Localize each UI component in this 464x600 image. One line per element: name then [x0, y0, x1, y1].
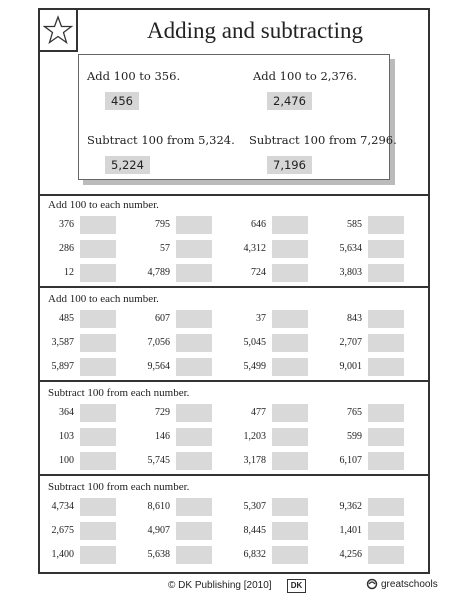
exercise-row: [40, 428, 428, 448]
problem-number: 4,312: [243, 243, 266, 254]
example-answer: 5,224: [105, 156, 150, 174]
example-answer: 456: [105, 92, 139, 110]
star-icon: [43, 15, 73, 45]
example-1: [87, 69, 180, 110]
answer-box[interactable]: [272, 498, 308, 516]
section-title: Add 100 to each number.: [48, 199, 159, 211]
example-answer: 7,196: [267, 156, 312, 174]
problem-number: 585: [347, 219, 362, 230]
answer-box[interactable]: [272, 404, 308, 422]
example-2: [253, 69, 357, 110]
problem-number: 5,045: [243, 337, 266, 348]
problem-number: 5,634: [339, 243, 362, 254]
exercise-row: [40, 452, 428, 472]
answer-box[interactable]: [80, 264, 116, 282]
problem-number: 646: [251, 219, 266, 230]
exercise-row: [40, 498, 428, 518]
example-4: [249, 133, 397, 174]
section-title: Add 100 to each number.: [48, 293, 159, 305]
worksheet-header: [40, 10, 428, 196]
problem-number: 6,832: [243, 549, 266, 560]
problem-number: 376: [59, 219, 74, 230]
copyright-text: © DK Publishing [2010]: [168, 580, 272, 591]
answer-box[interactable]: [368, 358, 404, 376]
page-footer: [0, 576, 464, 596]
answer-box[interactable]: [80, 404, 116, 422]
problem-number: 3,803: [339, 267, 362, 278]
problem-number: 37: [256, 313, 266, 324]
section-title: Subtract 100 from each number.: [48, 481, 190, 493]
problem-number: 364: [59, 407, 74, 418]
example-answer: 2,476: [267, 92, 312, 110]
page-title: Adding and subtracting: [147, 18, 363, 43]
answer-box[interactable]: [176, 498, 212, 516]
answer-box[interactable]: [272, 216, 308, 234]
exercise-row: [40, 310, 428, 330]
problem-number: 5,307: [243, 501, 266, 512]
answer-box[interactable]: [368, 334, 404, 352]
problem-number: 100: [59, 455, 74, 466]
answer-box[interactable]: [272, 522, 308, 540]
greatschools-text: greatschools: [381, 578, 438, 590]
greatschools-swirl-icon: [366, 578, 378, 590]
problem-number: 4,789: [147, 267, 170, 278]
star-box: [40, 10, 78, 52]
answer-box[interactable]: [80, 240, 116, 258]
problem-number: 9,564: [147, 361, 170, 372]
example-question: Add 100 to 356.: [87, 69, 181, 83]
problem-number: 607: [155, 313, 170, 324]
problem-number: 3,178: [243, 455, 266, 466]
problem-number: 729: [155, 407, 170, 418]
answer-box[interactable]: [176, 240, 212, 258]
problem-number: 5,897: [51, 361, 74, 372]
problem-number: 146: [155, 431, 170, 442]
problem-number: 843: [347, 313, 362, 324]
answer-box[interactable]: [368, 546, 404, 564]
answer-box[interactable]: [80, 498, 116, 516]
answer-box[interactable]: [80, 522, 116, 540]
answer-box[interactable]: [272, 546, 308, 564]
exercise-row: [40, 240, 428, 260]
exercise-section-4: [40, 476, 428, 572]
example-3: [87, 133, 235, 174]
answer-box[interactable]: [176, 428, 212, 446]
answer-box[interactable]: [272, 452, 308, 470]
problem-number: 3,587: [51, 337, 74, 348]
problem-number: 765: [347, 407, 362, 418]
answer-box[interactable]: [368, 498, 404, 516]
answer-box[interactable]: [80, 358, 116, 376]
exercise-row: [40, 404, 428, 424]
example-question: Subtract 100 from 5,324.: [87, 133, 235, 147]
worksheet: [38, 8, 430, 574]
answer-box[interactable]: [272, 334, 308, 352]
answer-box[interactable]: [80, 428, 116, 446]
answer-box[interactable]: [176, 334, 212, 352]
problem-number: 4,734: [51, 501, 74, 512]
answer-box[interactable]: [368, 240, 404, 258]
exercise-row: [40, 522, 428, 542]
problem-number: 6,107: [339, 455, 362, 466]
answer-box[interactable]: [272, 310, 308, 328]
problem-number: 485: [59, 313, 74, 324]
answer-box[interactable]: [176, 404, 212, 422]
greatschools-logo: [366, 578, 438, 590]
answer-box[interactable]: [80, 452, 116, 470]
exercise-section-2: [40, 288, 428, 382]
problem-number: 12: [64, 267, 74, 278]
problem-number: 9,001: [339, 361, 362, 372]
answer-box[interactable]: [368, 522, 404, 540]
problem-number: 724: [251, 267, 266, 278]
example-question: Subtract 100 from 7,296.: [249, 133, 397, 147]
answer-box[interactable]: [368, 452, 404, 470]
exercise-row: [40, 546, 428, 566]
answer-box[interactable]: [176, 264, 212, 282]
problem-number: 8,445: [243, 525, 266, 536]
problem-number: 5,745: [147, 455, 170, 466]
problem-number: 2,675: [51, 525, 74, 536]
answer-box[interactable]: [176, 310, 212, 328]
exercise-row: [40, 216, 428, 236]
answer-box[interactable]: [272, 264, 308, 282]
problem-number: 1,401: [339, 525, 362, 536]
answer-box[interactable]: [368, 264, 404, 282]
problem-number: 7,056: [147, 337, 170, 348]
answer-box[interactable]: [272, 358, 308, 376]
section-title: Subtract 100 from each number.: [48, 387, 190, 399]
answer-box[interactable]: [368, 216, 404, 234]
problem-number: 5,638: [147, 549, 170, 560]
answer-box[interactable]: [176, 216, 212, 234]
problem-number: 5,499: [243, 361, 266, 372]
problem-number: 477: [251, 407, 266, 418]
problem-number: 599: [347, 431, 362, 442]
answer-box[interactable]: [176, 546, 212, 564]
exercise-section-1: [40, 194, 428, 288]
problem-number: 4,907: [147, 525, 170, 536]
answer-box[interactable]: [272, 428, 308, 446]
problem-number: 286: [59, 243, 74, 254]
exercise-row: [40, 264, 428, 284]
answer-box[interactable]: [176, 522, 212, 540]
dk-logo: DK: [287, 579, 306, 593]
problem-number: 9,362: [339, 501, 362, 512]
problem-number: 4,256: [339, 549, 362, 560]
problem-number: 8,610: [147, 501, 170, 512]
problem-number: 795: [155, 219, 170, 230]
answer-box[interactable]: [368, 404, 404, 422]
problem-number: 2,707: [339, 337, 362, 348]
problem-number: 1,203: [243, 431, 266, 442]
problem-number: 57: [160, 243, 170, 254]
answer-box[interactable]: [272, 240, 308, 258]
exercise-row: [40, 334, 428, 354]
exercise-section-3: [40, 382, 428, 476]
example-question: Add 100 to 2,376.: [253, 69, 358, 83]
problem-number: 1,400: [51, 549, 74, 560]
answer-box[interactable]: [176, 452, 212, 470]
answer-box[interactable]: [80, 334, 116, 352]
answer-box[interactable]: [368, 428, 404, 446]
answer-box[interactable]: [80, 310, 116, 328]
answer-box[interactable]: [176, 358, 212, 376]
exercise-row: [40, 358, 428, 378]
example-box: [78, 54, 397, 180]
answer-box[interactable]: [368, 310, 404, 328]
problem-number: 103: [59, 431, 74, 442]
answer-box[interactable]: [80, 216, 116, 234]
answer-box[interactable]: [80, 546, 116, 564]
